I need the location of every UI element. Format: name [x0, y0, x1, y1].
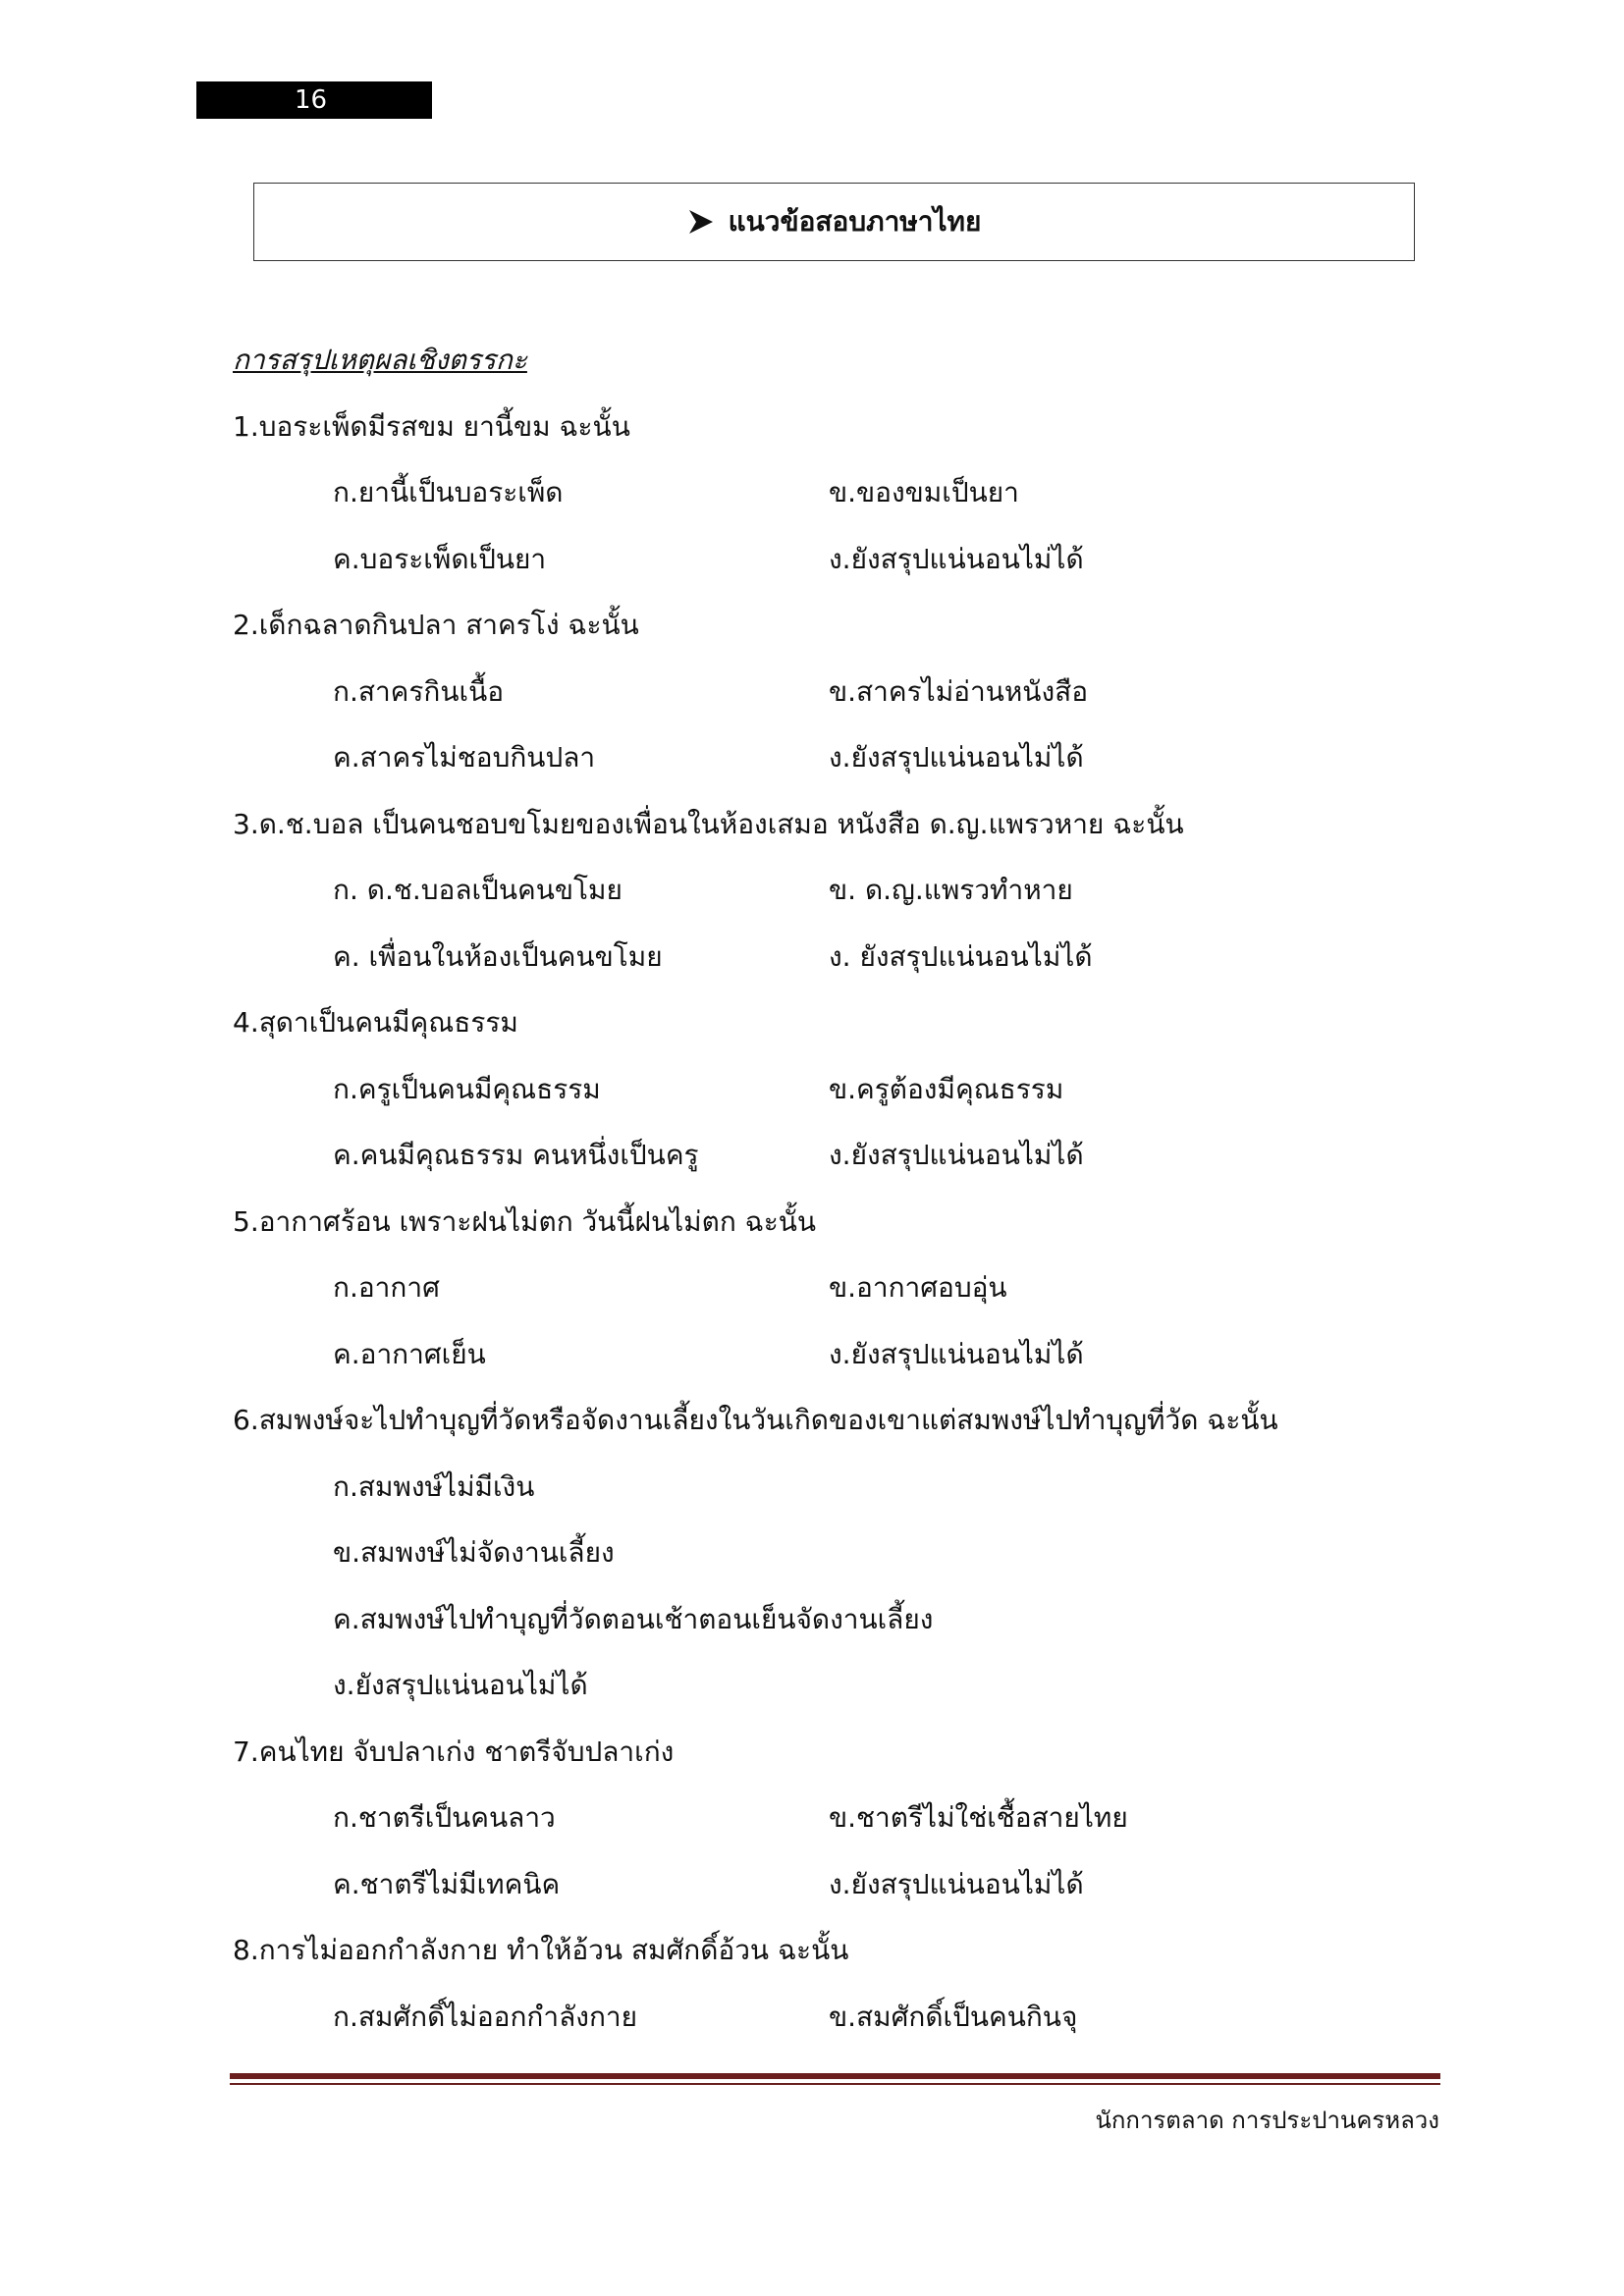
choice-b: ข.ครูต้องมีคุณธรรม: [829, 1072, 1064, 1105]
choice-row: [233, 1661, 1411, 1728]
choice-row: [233, 1595, 1411, 1662]
footer-divider-thin: [230, 2083, 1440, 2085]
question-text: 4.สุดาเป็นคนมีคุณธรรม: [233, 1006, 518, 1039]
choice-row: [233, 933, 1411, 999]
question-8: [233, 1926, 1411, 2058]
question-2: [233, 601, 1411, 800]
choice-c: ค.บอระเพ็ดเป็นยา: [333, 542, 547, 575]
question-4: [233, 998, 1411, 1198]
choice-d: ง. ยังสรุปแน่นอนไม่ได้: [829, 939, 1093, 973]
choice-row: [233, 1131, 1411, 1198]
choice-row: [233, 1330, 1411, 1397]
choice-a: ก.ชาตรีเป็นคนลาว: [333, 1801, 556, 1834]
choice-row: [233, 1860, 1411, 1927]
page-number: 16: [295, 85, 328, 115]
choice-a: ก.ยานี้เป็นบอระเพ็ด: [333, 476, 564, 508]
choice-a: ก.ครูเป็นคนมีคุณธรรม: [333, 1072, 601, 1105]
choice-a: ก.สาครกินเนื้อ: [333, 674, 505, 708]
choice-row: [233, 1793, 1411, 1860]
question-text: 2.เด็กฉลาดกินปลา สาครโง่ ฉะนั้น: [233, 609, 639, 641]
choice-a: ก. ด.ช.บอลเป็นคนขโมย: [333, 874, 623, 906]
choice-c: ค.คนมีคุณธรรม คนหนึ่งเป็นครู: [333, 1139, 699, 1171]
choice-row: [233, 866, 1411, 933]
choice-b: ข.อากาศอบอุ่น: [829, 1271, 1007, 1304]
choice-b: ข.ของขมเป็นยา: [829, 476, 1019, 508]
choice-c: ค.ชาตรีไม่มีเทคนิค: [333, 1867, 561, 1900]
question-text: 5.อากาศร้อน เพราะฝนไม่ตก วันนี้ฝนไม่ตก ฉะนั้น: [233, 1204, 817, 1238]
choice-a: ก.สมพงษ์ไม่มีเงิน: [333, 1469, 535, 1503]
question-text: 3.ด.ช.บอล เป็นคนชอบขโมยของเพื่อนในห้องเสมอ หนังสือ ด.ญ.แพรวหาย ฉะนั้น: [233, 807, 1184, 840]
question-text: 7.คนไทย จับปลาเก่ง ชาตรีจับปลาเก่ง: [233, 1735, 675, 1768]
choice-d: ง.ยังสรุปแน่นอนไม่ได้: [829, 1337, 1084, 1370]
question-6: [233, 1396, 1411, 1728]
page-title: แนวข้อสอบภาษาไทย: [728, 205, 982, 238]
title-box: [253, 183, 1415, 261]
choice-a: ก.สมศักดิ์ไม่ออกกำลังกาย: [333, 2000, 638, 2033]
question-text: 1.บอระเพ็ดมีรสขม ยานี้ขม ฉะนั้น: [233, 409, 630, 443]
question-3: [233, 800, 1411, 999]
footer-text: นักการตลาด การประปานครหลวง: [1095, 2107, 1439, 2134]
section-heading: การสรุปเหตุผลเชิงตรรกะ: [233, 344, 527, 376]
choice-c: ค.สมพงษ์ไปทำบุญที่วัดตอนเช้าตอนเย็นจัดงานเลี้ยง: [333, 1602, 934, 1635]
choice-row: [233, 1528, 1411, 1595]
choice-row: [233, 1463, 1411, 1529]
question-5: [233, 1198, 1411, 1397]
question-7: [233, 1728, 1411, 1927]
choice-row: [233, 535, 1411, 602]
footer-divider: [230, 2073, 1440, 2079]
choice-b: ข. ด.ญ.แพรวทำหาย: [829, 874, 1073, 906]
choice-b: ข.สมศักดิ์เป็นคนกินจุ: [829, 2000, 1078, 2033]
choice-d: ง.ยังสรุปแน่นอนไม่ได้: [829, 1139, 1084, 1171]
choice-row: [233, 468, 1411, 535]
choice-b: ข.สมพงษ์ไม่จัดงานเลี้ยง: [333, 1536, 615, 1569]
choice-d: ง.ยังสรุปแน่นอนไม่ได้: [829, 1867, 1084, 1900]
choice-c: ค.อากาศเย็น: [333, 1337, 486, 1370]
choice-d: ง.ยังสรุปแน่นอนไม่ได้: [829, 741, 1084, 774]
choice-d: ง.ยังสรุปแน่นอนไม่ได้: [333, 1669, 588, 1701]
document-body: [233, 336, 1411, 2058]
choice-b: ข.สาครไม่อ่านหนังสือ: [829, 674, 1089, 708]
choice-row: [233, 667, 1411, 734]
question-text: 6.สมพงษ์จะไปทำบุญที่วัดหรือจัดงานเลี้ยงในวันเกิดของเขาแต่สมพงษ์ไปทำบุญที่วัด ฉะนั้น: [233, 1404, 1278, 1436]
choice-c: ค. เพื่อนในห้องเป็นคนขโมย: [333, 939, 663, 973]
choice-c: ค.สาครไม่ชอบกินปลา: [333, 741, 596, 774]
choice-row: [233, 1263, 1411, 1330]
choice-row: [233, 1993, 1411, 2059]
arrowhead-bullet-icon: [687, 208, 715, 236]
choice-row: [233, 733, 1411, 800]
question-text: 8.การไม่ออกกำลังกาย ทำให้อ้วน สมศักดิ์อ้วน ฉะนั้น: [233, 1934, 849, 1966]
choice-d: ง.ยังสรุปแน่นอนไม่ได้: [829, 542, 1084, 575]
choice-b: ข.ชาตรีไม่ใช่เชื้อสายไทย: [829, 1801, 1128, 1834]
choice-a: ก.อากาศ: [333, 1271, 440, 1304]
question-1: [233, 402, 1411, 602]
choice-row: [233, 1065, 1411, 1132]
